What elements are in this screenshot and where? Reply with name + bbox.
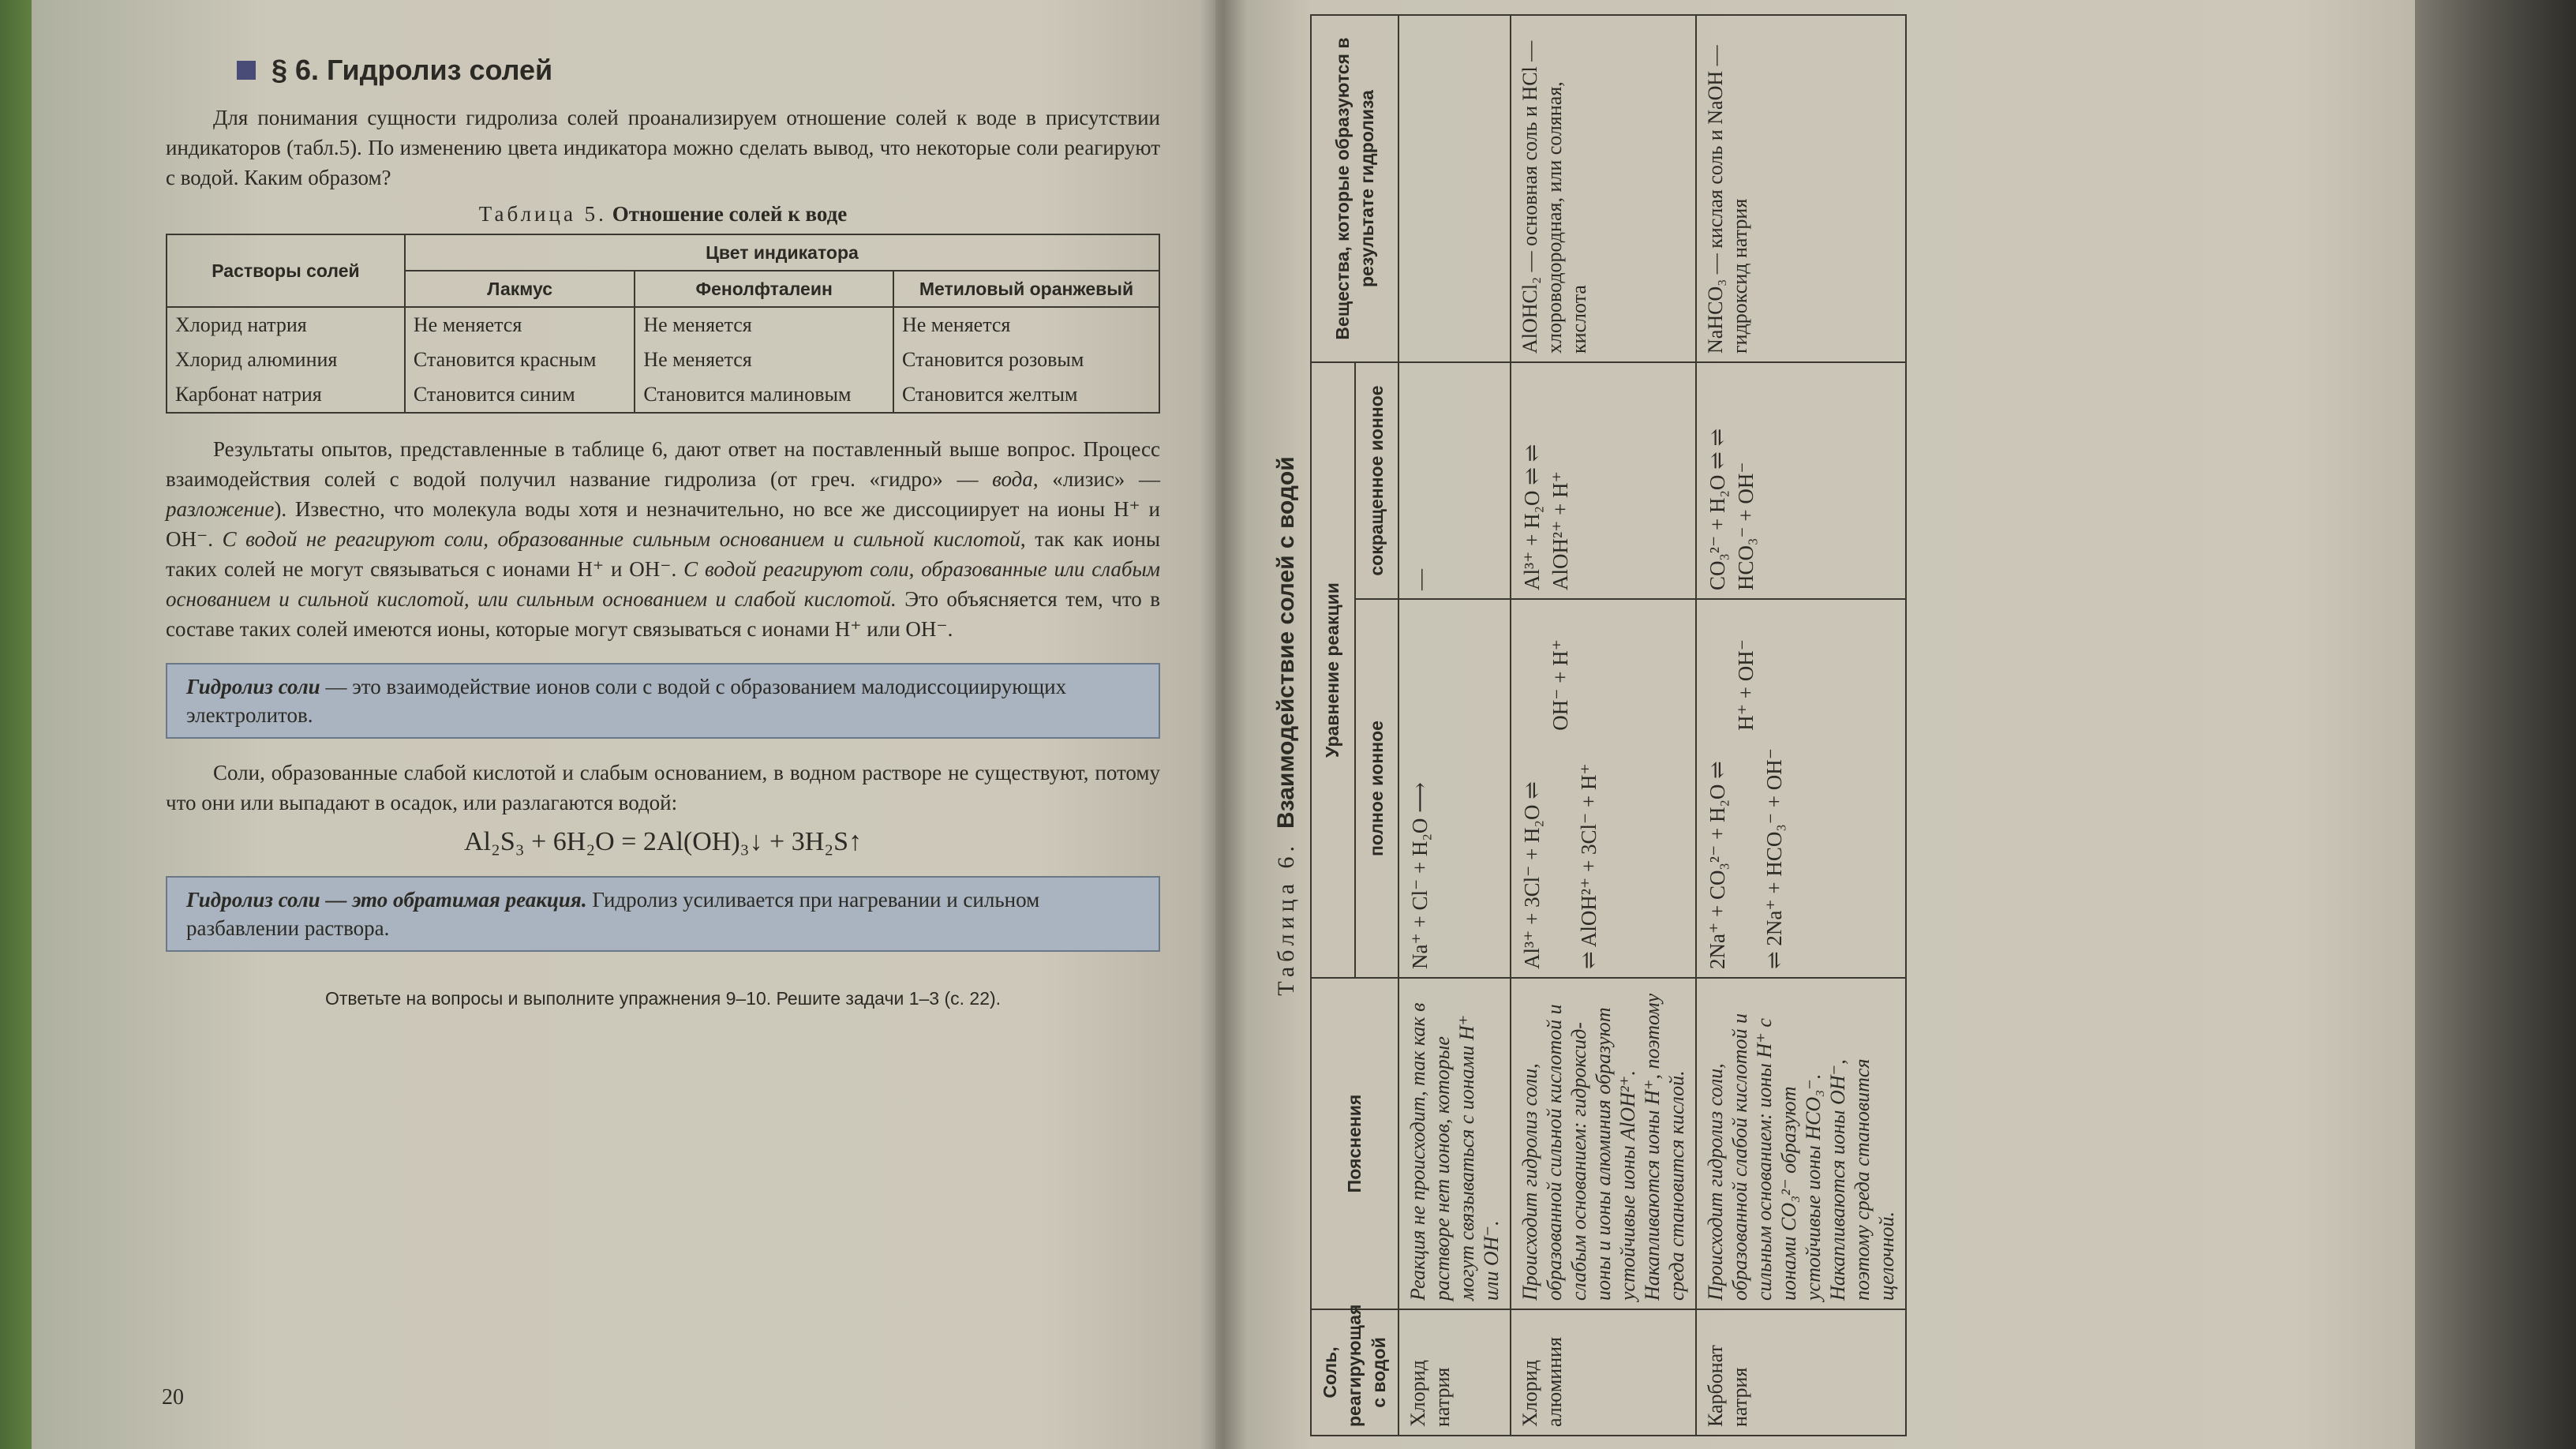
col-salt-header: Соль, реагирующая с водой [1311, 1309, 1398, 1436]
equation-line: H⁺ + OH⁻ [1734, 639, 1758, 731]
reversible-box [166, 876, 1160, 952]
equation-line: 2Na⁺ + CO₃²⁻ + H₂O ⇌ [1705, 761, 1729, 969]
table6-label: Таблица 6. [1273, 841, 1299, 996]
text-run: С водой реагируют соли, образованные или слабым основанием и сильной кислотой, или сильным основанием и слабой кислотой. [166, 557, 1160, 611]
table-row [167, 343, 1159, 377]
book-edge [2415, 0, 2576, 1449]
text-run: разложение [166, 497, 275, 521]
definition-term: Гидролиз соли [186, 675, 320, 698]
table-row [167, 307, 1159, 343]
hydrolysis-formula: Al₂S₃ + 6H₂O = 2Al(OH)₃↓ + 3H₂S↑ [463, 827, 863, 856]
salt-name: Карбонат натрия [1696, 1309, 1906, 1436]
reversible-term: Гидролиз соли — это обратимая реакция. [186, 888, 587, 912]
table5-title: Отношение солей к воде [612, 202, 848, 226]
col-products-header: Вещества, которые образуются в результате гидролиза [1311, 15, 1398, 362]
full-ionic-cell [1511, 599, 1696, 978]
indicator-header: Лакмус [405, 271, 635, 307]
salt-name: Хлорид алюминия [1511, 1309, 1696, 1436]
col-indicator-header: Цвет индикатора [405, 234, 1159, 271]
table6-title: Взаимодействие солей с водой [1273, 456, 1299, 829]
full-ionic-cell [1398, 599, 1511, 978]
short-ionic-cell: — [1398, 362, 1511, 599]
equation-line: OH⁻ + H⁺ [1548, 639, 1572, 731]
products-cell [1398, 15, 1511, 362]
table-cell: Становится красным [405, 343, 635, 377]
intro-paragraph: Для понимания сущности гидролиза солей проанализируем отношение солей к воде в присутствии индикаторов (табл.5). По изменению цвета индикатора можно сделать вывод, что некоторые соли реагируют с водой. Каким образом? [166, 106, 1160, 189]
table-cell: Становится малиновым [635, 377, 893, 413]
col-explanation-header: Пояснения [1311, 978, 1398, 1309]
salt-name: Карбонат натрия [167, 377, 405, 413]
definition-box [166, 663, 1160, 739]
table6 [1310, 14, 1907, 1436]
short-ionic-cell: Al³⁺ + H₂O ⇌ ⇌ AlOH²⁺ + H⁺ [1511, 362, 1696, 599]
assignment-text: Ответьте на вопросы и выполните упражнения 9–10. Решите задачи 1–3 (с. 22). [324, 988, 1002, 1009]
definition-text: — это взаимодействие ионов соли с водой с образованием малодиссоциирующих электролитов. [186, 675, 1067, 727]
table6-caption [1263, 16, 1310, 1436]
table-row [1696, 15, 1906, 1436]
text-run: Результаты опытов, представленные в таблице 6, дают ответ на поставленный выше вопрос. Процесс взаимодействия солей с водой получил название гидролиза (от греч. «гидро» — [166, 437, 1160, 491]
salt-name: Хлорид алюминия [167, 343, 405, 377]
table-row [167, 377, 1159, 413]
salt-name: Хлорид натрия [167, 307, 405, 343]
page-number: 20 [162, 1385, 184, 1410]
table-cell: Становится желтым [893, 377, 1159, 413]
table-row [1511, 15, 1696, 1436]
explanation-cell: Происходит гидролиз соли, образованной слабой кислотой и сильным основанием: ионы H⁺ с ионами CO₃²⁻ образуют устойчивые ионы HCO₃⁻. Накапливаются ионы OH⁻, поэтому среда становится щелочной. [1696, 978, 1906, 1309]
indicator-header: Фенолфталеин [635, 271, 893, 307]
equation-line: ⇌ AlOH²⁺ + 3Cl⁻ + H⁺ [1577, 763, 1601, 969]
text-run: , так как ионы таких солей не могут связываться с ионами H⁺ и OH⁻. [166, 527, 1160, 581]
products-cell: NaHCO₃ — кислая соль и NaOH — гидроксид натрия [1696, 15, 1906, 362]
salt-name: Хлорид натрия [1398, 1309, 1511, 1436]
table5-label: Таблица 5. [478, 202, 607, 226]
table-cell: Не меняется [405, 307, 635, 343]
text-run: Это объясняется тем, что в составе таких солей имеются ионы, которые могут связываться с ионами H⁺ или OH⁻. [166, 587, 1160, 641]
table6-rotated [1263, 16, 2368, 1436]
table-row [1398, 15, 1511, 1436]
explanation-cell: Происходит гидролиз соли, образованной сильной кислотой и слабым основанием: гидроксид-ионы и ионы алюминия образуют устойчивые ионы AlOH²⁺. Накапливаются ионы H⁺, поэтому среда становится кислой. [1511, 978, 1696, 1309]
table-cell: Не меняется [893, 307, 1159, 343]
book-gutter [1200, 0, 1247, 1449]
table6-area [1263, 16, 2368, 1436]
left-page-content [166, 55, 1160, 1013]
text-run: С водой не реагируют соли, образованные сильным основанием и сильной кислотой [222, 527, 1020, 551]
table5-caption [166, 199, 1160, 229]
table-cell: Не меняется [635, 307, 893, 343]
short-ionic-cell: CO₃²⁻ + H₂O ⇌ ⇌ HCO₃⁻ + OH⁻ [1696, 362, 1906, 599]
section-heading [237, 55, 1160, 85]
col-full-ionic-header: полное ионное [1355, 599, 1399, 978]
text-run: вода [992, 467, 1033, 491]
table5 [166, 234, 1160, 414]
text-run: ). Известно, что молекула воды хотя и незначительно, но все же диссоциирует на ионы H⁺ и OH⁻. [166, 497, 1160, 551]
section-title: § 6. Гидролиз солей [271, 54, 553, 86]
equation-line: ⇌ 2Na⁺ + HCO₃⁻ + OH⁻ [1762, 748, 1786, 969]
explanation-cell: Реакция не происходит, так как в растворе нет ионов, которые могут связываться с ионами H⁺ или OH⁻. [1398, 978, 1511, 1309]
equation-line: Na⁺ + Cl⁻ + H₂O ⟶ [1408, 782, 1432, 969]
indicator-header: Метиловый оранжевый [893, 271, 1159, 307]
table-cell: Не меняется [635, 343, 893, 377]
results-paragraph [166, 434, 1160, 644]
col-salts-header: Растворы солей [167, 234, 405, 307]
table-cell: Становится розовым [893, 343, 1159, 377]
col-short-ionic-header: сокращенное ионное [1355, 362, 1399, 599]
square-bullet-icon [237, 61, 256, 80]
text-run: , «лизис» — [1032, 467, 1161, 491]
col-equation-header: Уравнение реакции [1311, 362, 1355, 978]
equation-line: Al³⁺ + 3Cl⁻ + H₂O ⇌ [1520, 781, 1544, 969]
table-cell: Становится синим [405, 377, 635, 413]
weak-salts-paragraph: Соли, образованные слабой кислотой и слабым основанием, в водном растворе не существуют, потому что они или выпадают в осадок, или разлагаются водой: [166, 761, 1160, 814]
reversible-text: Гидролиз усиливается при нагревании и сильном разбавлении раствора. [186, 888, 1040, 940]
full-ionic-cell [1696, 599, 1906, 978]
products-cell: AlOHCl₂ — основная соль и HCl — хлороводородная, или соляная, кислота [1511, 15, 1696, 362]
